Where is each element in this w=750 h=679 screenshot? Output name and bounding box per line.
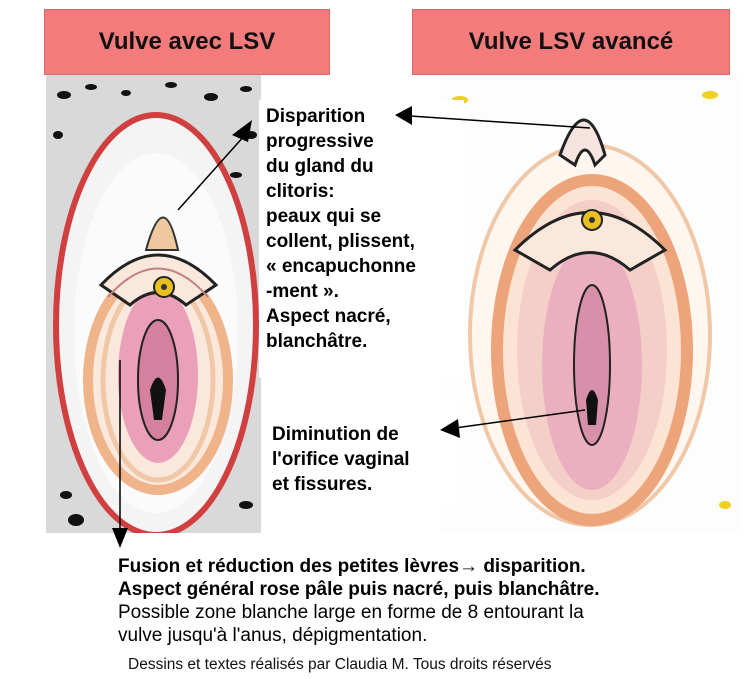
right-title-text: Vulve LSV avancé <box>468 28 674 55</box>
arrow-to-left-clitoris <box>178 135 245 210</box>
vaginal-callout-line: et fissures. <box>272 474 373 495</box>
clitoris-callout-line: Disparition <box>266 106 366 127</box>
clitoris-callout-line: du gland du <box>266 156 374 177</box>
clitoris-callout-line: blanchâtre. <box>266 331 368 352</box>
arrowhead-vaginal <box>440 419 460 438</box>
clitoris-callout-line: -ment ». <box>266 281 339 302</box>
left-title-text: Vulve avec LSV <box>98 28 276 55</box>
caption-line-3: Possible zone blanche large en forme de 8 entourant la <box>118 602 584 623</box>
clitoris-callout-line: Aspect nacré, <box>266 306 391 327</box>
clitoris-callout-line: progressive <box>266 131 374 152</box>
vaginal-callout-line: Diminution de <box>272 424 399 445</box>
arrow-to-right-clitoris <box>410 116 590 128</box>
clitoris-callout-line: clitoris: <box>266 181 335 202</box>
caption-line-4: vulve jusqu'à l'anus, dépigmentation. <box>118 625 428 646</box>
arrowhead-labia <box>112 528 128 548</box>
clitoris-callout-line: « encapuchonne <box>266 256 416 277</box>
caption-line-2: Aspect général rose pâle puis nacré, puis blanchâtre. <box>118 579 600 600</box>
clitoris-callout-line: peaux qui se <box>266 206 382 227</box>
credit-line: Dessins et textes réalisés par Claudia M. Tous droits réservés <box>128 656 552 673</box>
arrow-to-vaginal-orifice <box>455 410 585 428</box>
clitoris-callout-line: collent, plissent, <box>266 231 415 252</box>
caption <box>118 555 743 647</box>
arrowhead-left-clitoris <box>232 120 252 142</box>
caption-line-1: Fusion et réduction des petites lèvres→ disparition. <box>118 556 586 577</box>
vaginal-callout-line: l'orifice vaginal <box>272 449 410 470</box>
arrowhead-right-clitoris <box>395 106 412 125</box>
